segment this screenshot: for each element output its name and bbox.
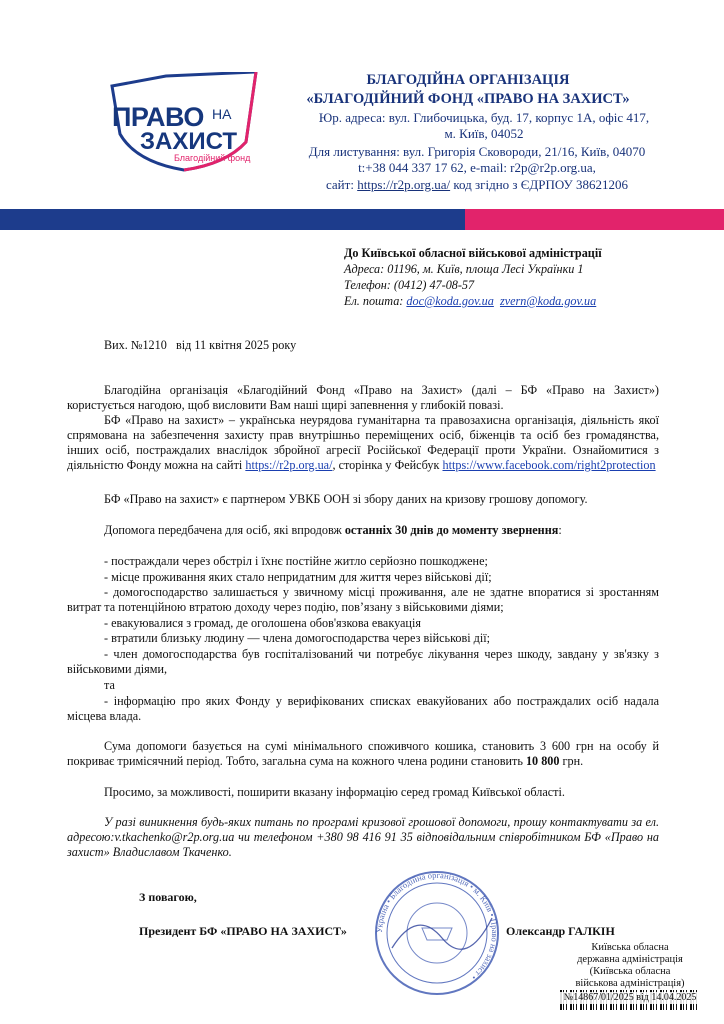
regards: З повагою,: [139, 890, 197, 904]
svg-text:Україна • Благодійна організац: [374, 870, 500, 983]
stamp-ring-text: Україна • Благодійна організація • м. Київ • Право на захист •: [373, 869, 501, 983]
logo-word-na: НА: [212, 106, 232, 122]
list-item: - член домогосподарства був госпіталізований чи потребує лікування через шкоду, завдану у зв'язку з військовими діями,: [67, 647, 659, 676]
stripe-blue: [0, 209, 465, 230]
logo-word-pravo: ПРАВО: [112, 102, 204, 132]
paragraph-partner: БФ «Право на захист» є партнером УВКБ ООН зі збору даних на кризову грошову допомогу.: [104, 492, 588, 506]
paragraph-intro: Благодійна організація «Благодійний Фонд «Право на Захист» (далі – БФ «Право на Захист») користується нагодою, щоб висловити Вам наші щирі запевнення у глибокій повазі.: [67, 383, 659, 412]
list-item: - евакуювалися з громад, де оголошена обов'язкова евакуація: [104, 616, 421, 630]
reg-line-3: (Київська обласна: [589, 966, 671, 977]
paragraph-contact: У разі виникнення будь-яких питань по програмі кризової грошової допомоги, прошу контактувати за ел. адресою:v.tkachenko@r2p.org.ua чи телефоном +380 98 416 91 35 відповідальним співробітником БФ «Право на захист» Владиславом Ткаченко.: [67, 815, 659, 859]
logo-word-zakhyst: ЗАХИСТ: [140, 128, 238, 155]
list-conjunction: та: [104, 678, 115, 692]
email-link-zvern[interactable]: zvern@koda.gov.ua: [499, 294, 597, 308]
header-stripe: [0, 209, 724, 230]
addressee-email: Ел. пошта: doc@koda.gov.ua zvern@koda.gov.ua: [344, 294, 597, 308]
reg-line-2: державна адміністрація: [577, 954, 683, 965]
legal-address-2: м. Київ, 04052: [444, 126, 524, 141]
signer-name: Олександр ГАЛКІН: [506, 924, 615, 938]
reg-line-4: військова адміністрація): [575, 978, 685, 989]
addressee-phone: Телефон: (0412) 47-08-57: [344, 278, 475, 292]
site-prefix: сайт:: [325, 177, 358, 192]
list-item: - втратили близьку людину — члена домогосподарства через військові дії;: [104, 631, 491, 645]
stripe-pink: [465, 209, 724, 230]
addressee-to: До Київської обласної військової адміністрації: [344, 246, 602, 260]
signer-position: Президент БФ «ПРАВО НА ЗАХИСТ»: [139, 924, 347, 938]
org-title-2: «БЛАГОДІЙНИЙ ФОНД «ПРАВО НА ЗАХИСТ»: [306, 91, 630, 107]
mail-address: Для листування: вул. Григорія Сковороди, 21/16, Київ, 04070: [308, 144, 646, 159]
facebook-link[interactable]: https://www.facebook.com/right2protection: [442, 458, 656, 472]
list-item: - інформацію про яких Фонду у верифікованих списках евакуйованих або постраждалих осіб надала місцева влада.: [67, 694, 659, 723]
list-item: - домогосподарство залишається у звичному місці проживання, але не здатне впоратися зі зростанням витрат та потенційною втратою доходу через подію, пов’язану з військовими діями;: [67, 585, 659, 614]
reg-line-1: Київська обласна: [591, 942, 669, 953]
org-title-1: БЛАГОДІЙНА ОРГАНІЗАЦІЯ: [366, 72, 570, 88]
outgoing-reference: Вих. №1210 від 11 квітня 2025 року: [104, 338, 297, 352]
paragraph-request: Просимо, за можливості, поширити вказану інформацію серед громад Київської області.: [104, 785, 565, 799]
site-suffix: код згідно з ЄДРПОУ 38621206: [450, 177, 628, 192]
fund-logo: [106, 72, 276, 172]
paragraph-about: БФ «Право на захист» – українська неурядова гуманітарна та правозахисна організація, діяльність якої спрямована на забезпечення захисту прав внутрішньо переміщених осіб, біженців та осіб без громадянства, інших осіб, постраждалих внаслідок збройної агресії Російської Федерації проти України. Ознайомитися з діяльністю Фонду можна на сайті https://r2p.org.ua/, сторінка у Фейсбук https://www.facebook.com/right2protection: [67, 413, 659, 472]
list-item: - місце проживання яких стало непридатним для життя через військові дії;: [104, 570, 492, 584]
addressee-address: Адреса: 01196, м. Київ, площа Лесі Українки 1: [344, 262, 584, 276]
official-stamp: [372, 868, 502, 998]
site-link[interactable]: https://r2p.org.ua/: [357, 177, 451, 192]
logo-tagline: Благодійний фонд: [174, 153, 251, 163]
paragraph-eligibility: Допомога передбачена для осіб, які впродовж останніх 30 днів до моменту звернення:: [104, 523, 562, 537]
body-site-link[interactable]: https://r2p.org.ua/: [245, 458, 333, 472]
paragraph-amount: Сума допомоги базується на сумі мінімального споживчого кошика, становить 3 600 грн на особу й покриває тримісячний період. Тобто, загальна сума на кожного члена родини становить 10 800 грн.: [67, 739, 659, 768]
list-item: - постраждали через обстріл і їхнє постійне житло серйозно пошкоджене;: [104, 554, 488, 568]
email-link-doc[interactable]: doc@koda.gov.ua: [406, 294, 494, 308]
site-line: [272, 177, 682, 192]
legal-address-1: Юр. адреса: вул. Глибочицька, буд. 17, корпус 1А, офіс 417,: [318, 110, 650, 125]
reg-number: №14867/01/2025 від 14.04.2025: [560, 992, 700, 1004]
contacts: t:+38 044 337 17 62, e-mail: r2p@r2p.org.ua,: [358, 160, 596, 175]
